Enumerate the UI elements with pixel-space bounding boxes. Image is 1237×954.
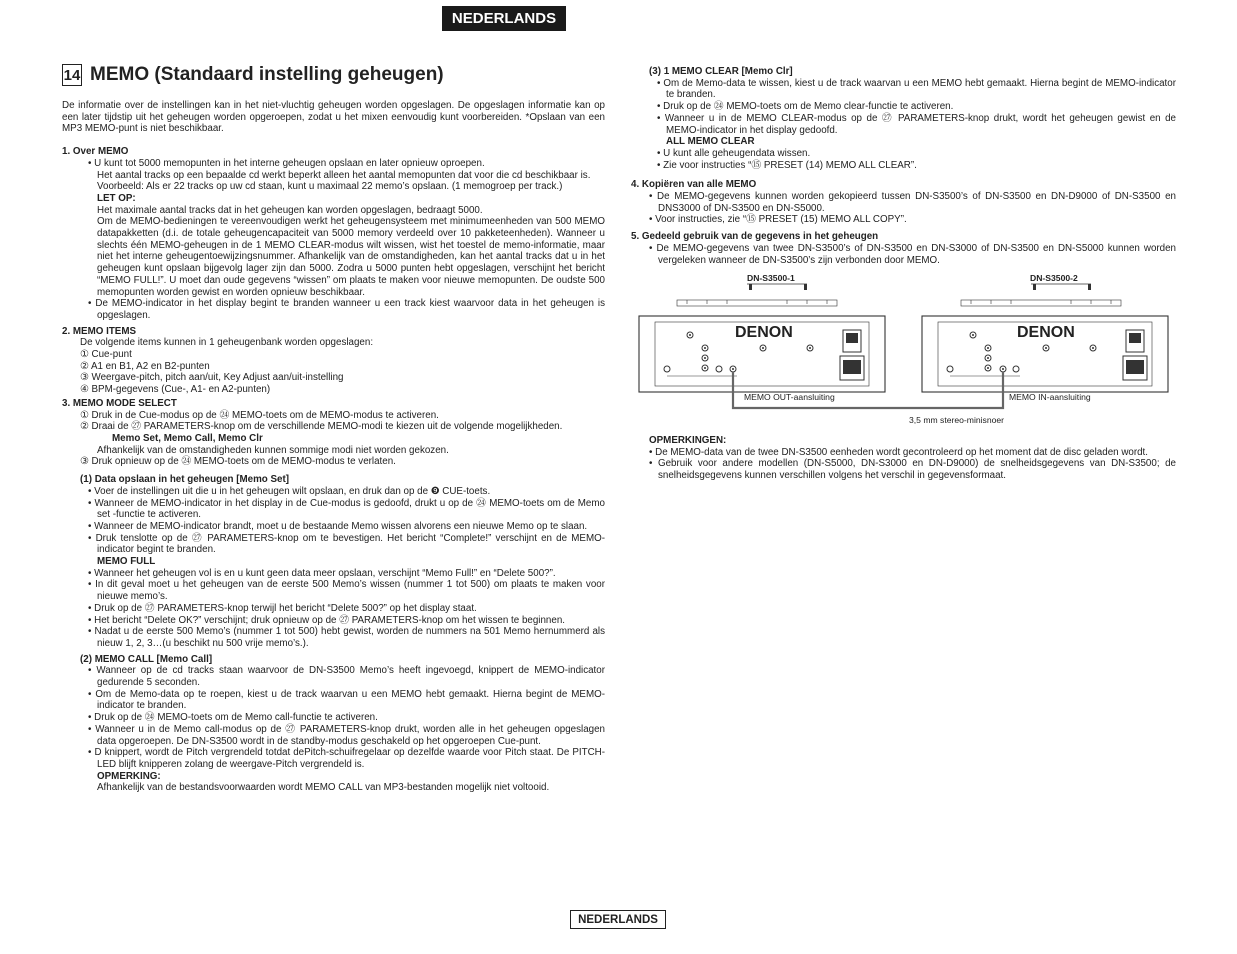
subsection-memo-set (62, 474, 605, 650)
unit1-brand: DENON (735, 324, 793, 341)
subsection-memo-call (62, 654, 605, 794)
unit2-brand: DENON (1017, 324, 1075, 341)
bullet: • D knippert, wordt de Pitch vergrendeld totdat dePitch-schuifregelaar op dezelfde waarde voor Pitch staat. De PITCH-LED blijft knipperen zolang de weergave-Pitch vergrendeld is. (88, 747, 605, 770)
language-tab: NEDERLANDS (442, 6, 566, 31)
section-gedeeld (631, 231, 1176, 266)
diagram-svg (637, 270, 1177, 430)
text: Het maximale aantal tracks dat in het geheugen kan worden opgeslagen, bedraagt 5000. (97, 204, 483, 216)
right-column (631, 66, 1176, 266)
bullet: • Om de Memo-data op te roepen, kiest u de track waarvan u een MEMO hebt gemaakt. Hierna begint de MEMO-indicator te branden. (88, 688, 605, 712)
list-item: ② Draai de ㉗ PARAMETERS-knop om de verschillende MEMO-modi te kiezen uit de volgende mogelijkheden. (80, 421, 563, 433)
section-kopieren (631, 179, 1176, 226)
left-column (62, 100, 605, 794)
bullet: • Zie voor instructies “⑮ PRESET (14) MEMO ALL CLEAR”. (657, 159, 917, 171)
list-item: ③ Weergave-pitch, pitch aan/uit, Key Adjust aan/uit-instelling (80, 372, 344, 384)
bullet: • Wanneer de MEMO-indicator in het display in de Cue-modus is gedoofd, drukt u op de ㉔ MEMO-toets om de Memo set -functie te activeren. (88, 497, 605, 521)
text: De volgende items kunnen in 1 geheugenbank worden opgeslagen: (80, 337, 374, 349)
remarks (649, 435, 1176, 482)
letop-heading: LET OP: (97, 192, 136, 204)
section-heading: 4. Kopiëren van alle MEMO (631, 179, 757, 191)
unit1-label: DN-S3500-1 (747, 273, 795, 283)
bullet: • Wanneer u in de Memo call-modus op de ㉗ PARAMETERS-knop drukt, worden alle in het geheugen opgeslagen data opgeroepen. De DN-S3500 wordt in de standby-modus geschakeld op het opgeroepen Cue-punt. (88, 723, 605, 747)
bullet: • De MEMO-gegevens kunnen worden gekopieerd tussen DN-S3500’s of DN-S3500 en DN-D9000 of DN-S3500 en DNS3000 of DN-S3500 en DN-S5000. (649, 191, 1176, 214)
section-heading: 5. Gedeeld gebruik van de gegevens in het geheugen (631, 231, 879, 243)
bullet: • De MEMO-gegevens van twee DN-S3500’s of DN-S3500 en DN-S3000 of DN-S3500 en DN-S5000 kunnen worden vergeleken wanneer de DN-S3500’s zijn verbonden door MEMO. (649, 242, 1176, 266)
cable-label: 3,5 mm stereo-minisnoer (909, 415, 1005, 425)
bullet: • Nadat u de eerste 500 Memo’s (nummer 1 tot 500) hebt gewist, worden de nummers na 501 Memo hernummerd als nieuw 1, 2, 3…(u beschikt nu 500 vrije memo’s.). (88, 626, 605, 649)
text: Om de MEMO-bedieningen te vereenvoudigen werkt het geheugensysteem met minimumeenheden van 500 MEMO datapakketten (d.i. de totale geheugencapaciteit van 5000 memory verdeeld over 10 pakketeenheden). Wanneer u slechts één MEMO-geheugen in de 1 MEMO CLEAR-modus wilt wissen, wist het toestel de memo-informatie, maar niet het interne geheugentoewijzingsnummer. Afhankelijk van de omstandigheden, kan het aantal tracks dat u in het geheugen kunt opslaan bijgevolg lager zijn dan 5000. Zodra u 5000 punten hebt opgeslagen, verschijnt het bericht “MEMO FULL!”. U moet dan oude gegevens “wissen” om plaats te maken voor nieuwe memopunten. De oudste 500 memopunten worden gewist en worden opnieuw beschikbaar. (97, 216, 605, 298)
bullet: • De MEMO-indicator in het display begint te branden wanneer u een track kiest waarvoor data in het geheugen is opgeslagen. (88, 298, 605, 321)
section-over-memo (62, 146, 605, 322)
memo-in-label: MEMO IN-aansluiting (1009, 392, 1091, 402)
bullet: • U kunt tot 5000 memopunten in het interne geheugen opslaan en later opnieuw oproepen. (88, 157, 485, 169)
bullet: • Druk op de ㉔ MEMO-toets om de Memo clear-functie te activeren. (657, 101, 954, 113)
bullet: • Om de Memo-data te wissen, kiest u de track waarvan u een MEMO hebt gemaakt. Hierna begint de MEMO-indicator te branden. (657, 77, 1176, 101)
page-title (62, 64, 444, 86)
bullet: • In dit geval moet u het geheugen van de eerste 500 Memo’s wissen (nummer 1 tot 500) om plaats te maken voor nieuwe memo’s. (88, 579, 605, 603)
bullet: • Druk tenslotte op de ㉗ PARAMETERS-knop om te bevestigen. Het bericht “Complete!” verschijnt en de MEMO-indicator begint te branden. (88, 532, 605, 556)
remarks-heading: OPMERKINGEN: (649, 435, 727, 446)
bullet: • Voor instructies, zie “⑮ PRESET (15) MEMO ALL COPY”. (649, 214, 907, 226)
list-item: ③ Druk opnieuw op de ㉔ MEMO-toets om de MEMO-modus te verlaten. (80, 456, 396, 468)
note-heading: OPMERKING: (97, 770, 161, 782)
section-heading: 1. Over MEMO (62, 146, 129, 158)
connection-diagram (637, 270, 1177, 430)
subsection-heading: (3) 1 MEMO CLEAR [Memo Clr] (649, 66, 793, 77)
intro-text: De informatie over de instellingen kan in het niet-vluchtig geheugen worden opgeslagen. De opgeslagen informatie kan op een later tijdstip uit het geheugen worden opgeroepen, zodat u het mixen eenvoudig kunt voorbereiden. *Opslaan van een MP3 MEMO-punt is niet beschikbaar. (62, 100, 605, 135)
section-heading: 2. MEMO ITEMS (62, 325, 137, 337)
memo-full-heading: MEMO FULL (97, 556, 156, 568)
unit1-device (639, 284, 885, 392)
bullet: • Voer de instellingen uit die u in het geheugen wilt opslaan, en druk dan op de ❾ CUE-toets. (88, 485, 491, 497)
list-item: ④ BPM-gegevens (Cue-, A1- en A2-punten) (80, 384, 271, 396)
text: Afhankelijk van de omstandigheden kunnen sommige modi niet worden gekozen. (97, 444, 449, 456)
bullet: • U kunt alle geheugendata wissen. (657, 147, 811, 159)
list-item: ① Cue-punt (80, 349, 132, 361)
bullet: • Druk op de ㉗ PARAMETERS-knop terwijl het bericht “Delete 500?” op het display staat. (88, 602, 477, 614)
bullet: • Wanneer de MEMO-indicator brandt, moet u de bestaande Memo wissen alvorens een nieuwe Memo op te slaan. (88, 520, 588, 532)
bullet: • Wanneer u in de MEMO CLEAR-modus op de ㉗ PARAMETERS-knop drukt, wordt het geheugen gewist en de MEMO-indicator in het display gedoofd. (657, 112, 1176, 136)
section-number: 14 (62, 64, 82, 86)
modes: Memo Set, Memo Call, Memo Clr (112, 432, 263, 444)
text: Voorbeeld: Als er 22 tracks op uw cd staan, kunt u maximaal 22 memo’s opslaan. (1 memogroep per track.) (97, 181, 563, 193)
note-text: Afhankelijk van de bestandsvoorwaarden wordt MEMO CALL van MP3-bestanden mogelijk niet voltooid. (97, 782, 550, 794)
text: Het aantal tracks op een bepaalde cd werkt beperkt alleen het aantal memopunten dat voor die cd beschikbaar is. (97, 169, 591, 181)
bullet: • Wanneer op de cd tracks staan waarvoor de DN-S3500 Memo’s heeft ingevoegd, knippert de MEMO-indicator gedurende 5 seconden. (88, 665, 605, 689)
bullet: • Het bericht “Delete OK?” verschijnt; druk opnieuw op de ㉗ PARAMETERS-knop om het wissen te beginnen. (88, 614, 565, 626)
subsection-memo-clear (631, 66, 1176, 171)
section-memo-items (62, 326, 605, 396)
footer-language-label: NEDERLANDS (570, 910, 666, 929)
section-heading: 3. MEMO MODE SELECT (62, 397, 177, 409)
bullet: • De MEMO-data van de twee DN-S3500 eenheden wordt gecontroleerd op het moment dat de disc geladen wordt. (649, 446, 1149, 458)
unit2-device (922, 284, 1168, 392)
subsection-heading: (1) Data opslaan in het geheugen [Memo Set] (80, 474, 290, 486)
memo-out-label: MEMO OUT-aansluiting (744, 392, 835, 402)
bullet: • Wanneer het geheugen vol is en u kunt geen data meer opslaan, verschijnt “Memo Full!” en “Delete 500?”. (88, 567, 556, 579)
unit2-label: DN-S3500-2 (1030, 273, 1078, 283)
list-item: ① Druk in de Cue-modus op de ㉔ MEMO-toets om de MEMO-modus te activeren. (80, 409, 439, 421)
bullet: • Gebruik voor andere modellen (DN-S5000, DN-S3000 en DN-D9000) de snelheidsgegevens van DN-S3500; de snelheidsgegevens kunnen verschillen volgens het verschil in gegevensformaat. (649, 458, 1176, 482)
bullet: • Druk op de ㉔ MEMO-toets om de Memo call-functie te activeren. (88, 712, 378, 724)
list-item: ② A1 en B1, A2 en B2-punten (80, 360, 210, 372)
subsection-heading: (2) MEMO CALL [Memo Call] (80, 653, 213, 665)
all-memo-clear-heading: ALL MEMO CLEAR (666, 136, 755, 148)
title-text: MEMO (Standaard instelling geheugen) (90, 64, 444, 85)
section-memo-mode-select (62, 398, 605, 468)
